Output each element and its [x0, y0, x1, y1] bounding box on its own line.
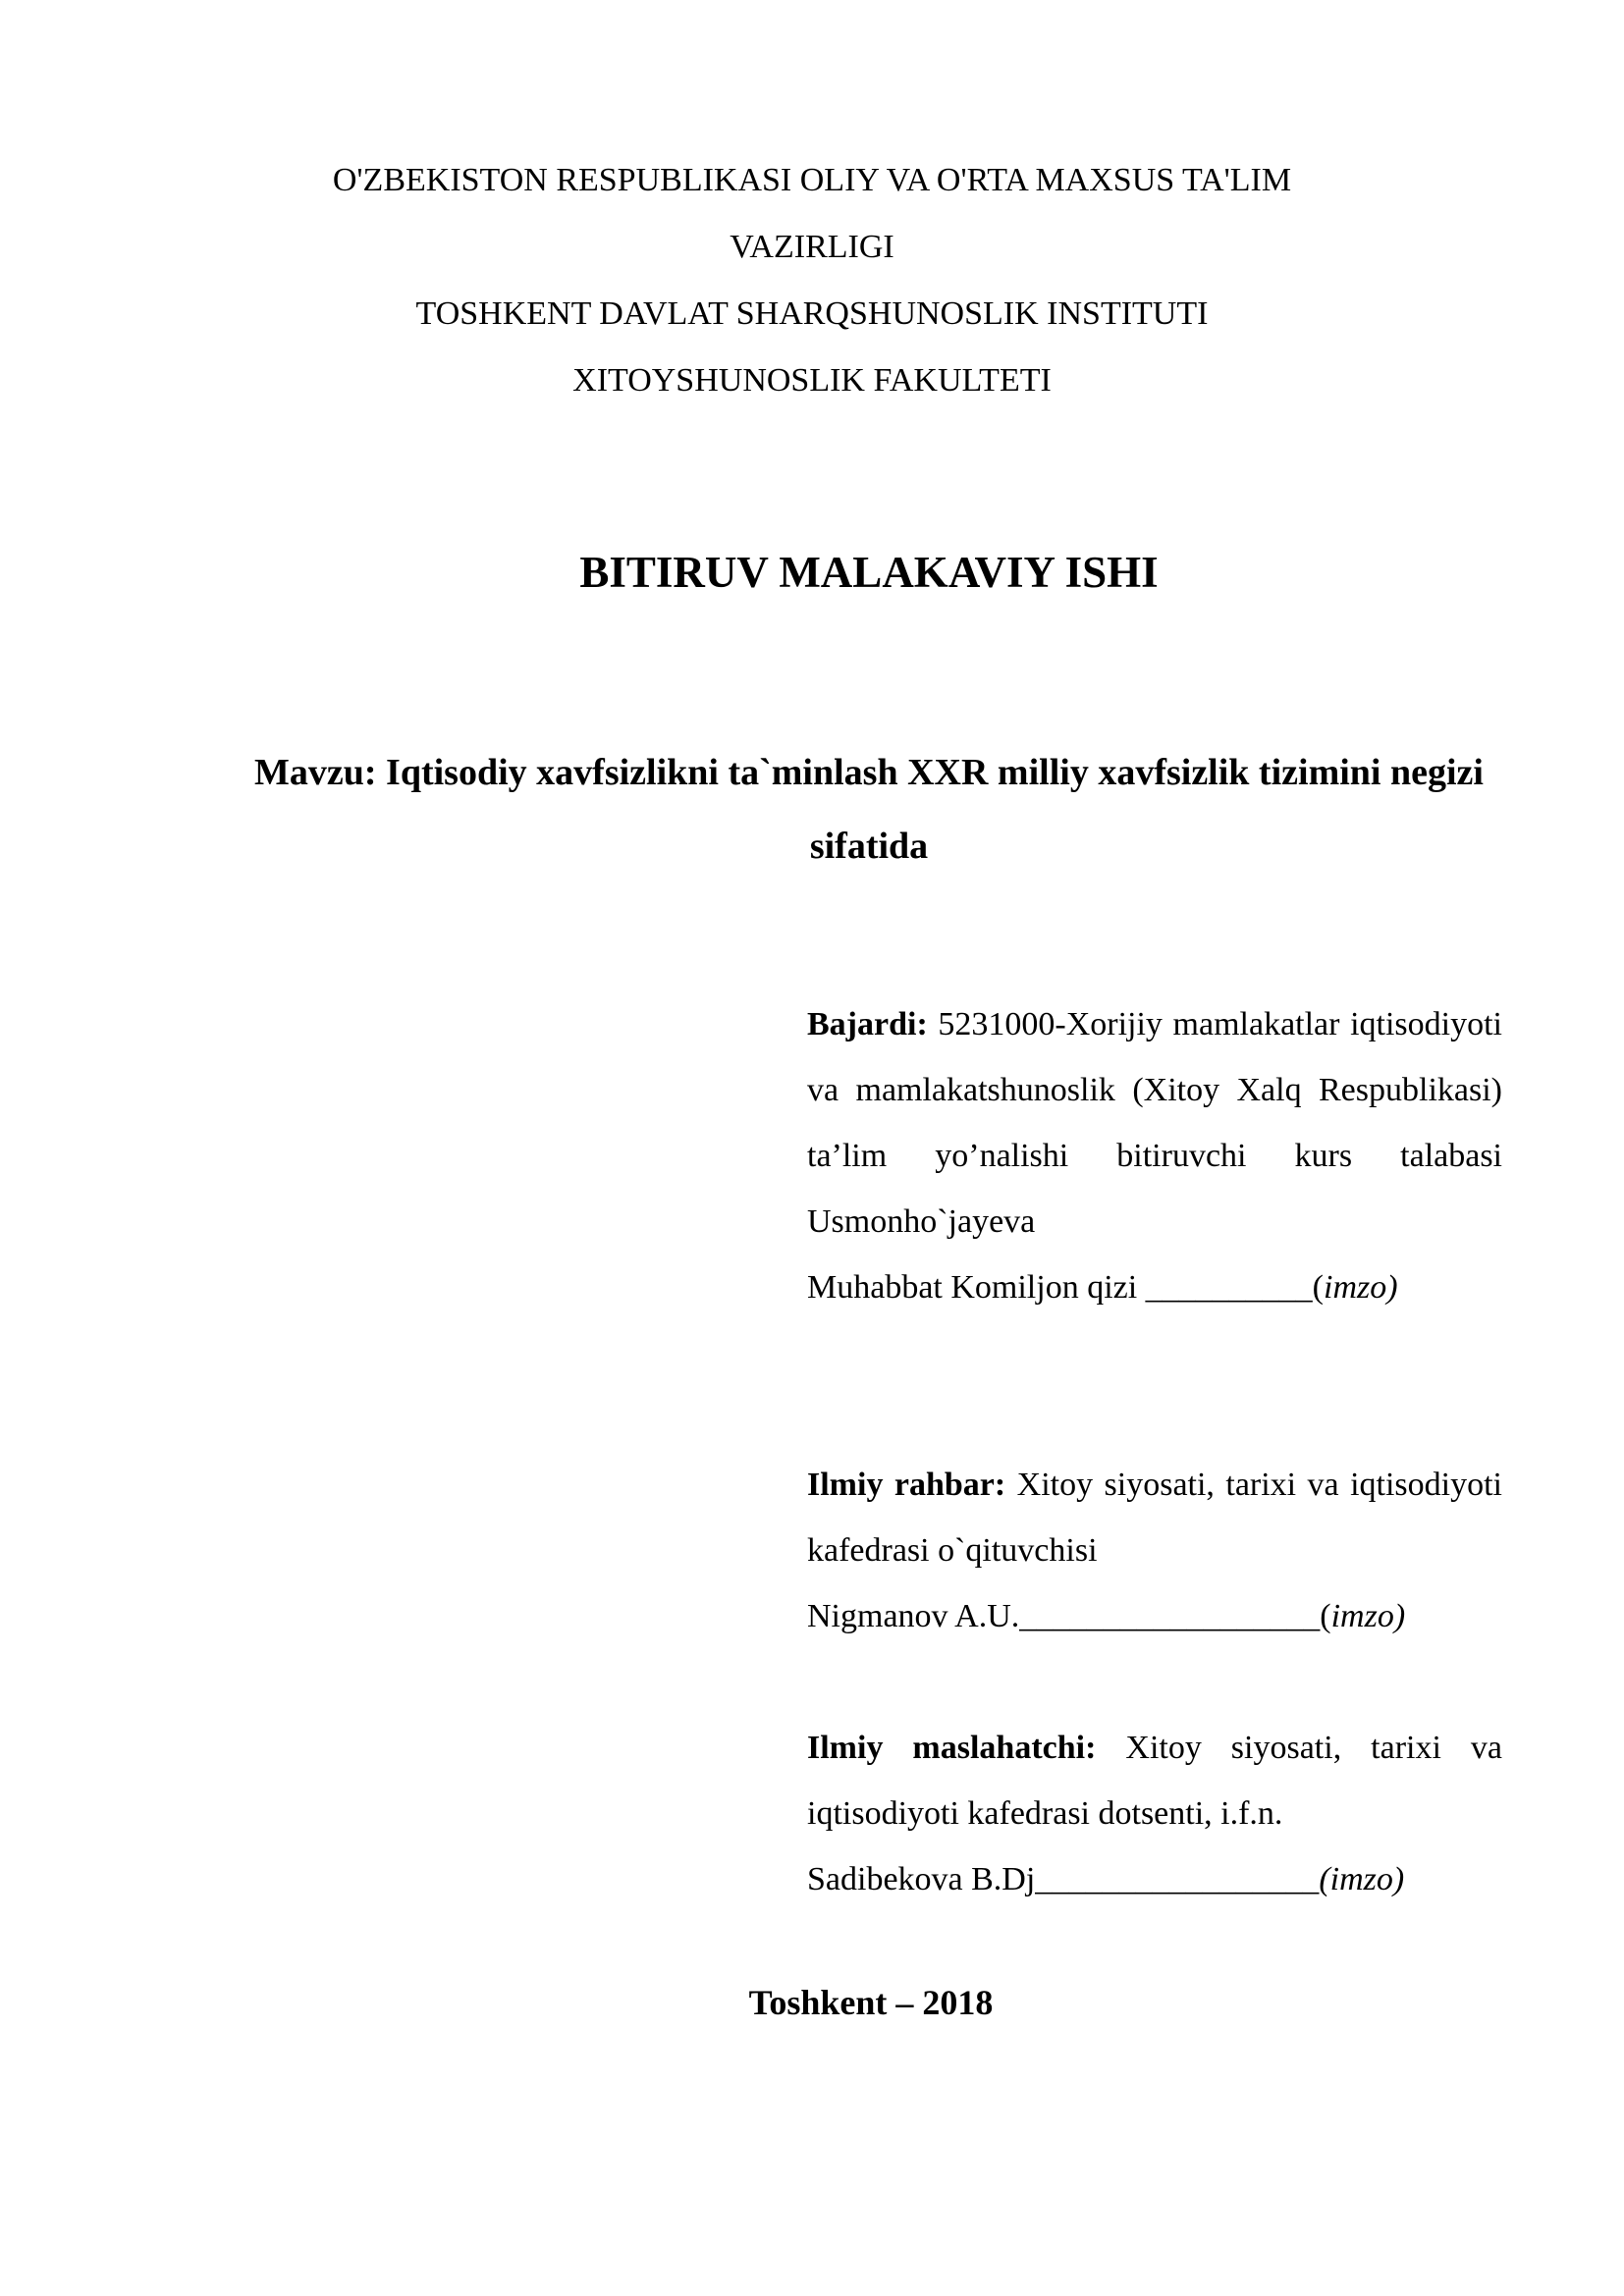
city-year-footer: Toshkent – 2018: [748, 1983, 994, 2022]
performer-role-label: Bajardi:: [807, 1006, 928, 1042]
signature-section: [807, 991, 1502, 1912]
supervisor-signature-line: [807, 1583, 1502, 1649]
supervisor-block: [807, 1452, 1502, 1649]
performer-signature-line: [807, 1255, 1502, 1320]
consultant-imzo: (imzo): [1319, 1861, 1405, 1897]
performer-imzo: imzo): [1324, 1269, 1398, 1306]
supervisor-name: Nigmanov A.U.__________________(: [807, 1598, 1331, 1634]
institution-header: [0, 147, 1624, 414]
consultant-name: Sadibekova B.Dj_________________: [807, 1861, 1320, 1897]
supervisor-description: Xitoy siyosati, tarixi va iqtisodiyoti kafedrasi o`qituvchisi: [807, 1467, 1502, 1569]
document-type-title: BITIRUV MALAKAVIY ISHI: [579, 548, 1159, 597]
supervisor-imzo: imzo): [1330, 1598, 1406, 1634]
consultant-text: [807, 1715, 1502, 1846]
ministry-line-1: O'ZBEKISTON RESPUBLIKASI OLIY VA O'RTA MAXSUS TA'LIM: [332, 162, 1292, 198]
consultant-role-label: Ilmiy maslahatchi:: [807, 1730, 1097, 1766]
thesis-topic: Mavzu: Iqtisodiy xavfsizlikni ta`minlash XXR milliy xavfsizlik tizimini negizi sifatida: [254, 752, 1484, 867]
ministry-line-2: VAZIRLIGI: [730, 229, 894, 265]
consultant-block: [807, 1715, 1502, 1912]
consultant-signature-line: [807, 1846, 1502, 1912]
performer-description: 5231000-Xorijiy mamlakatlar iqtisodiyoti va mamlakatshunoslik (Xitoy Xalq Respublikasi) ta’lim yo’nalishi bitiruvchi kurs talabasi Usmonho`jayeva: [807, 1006, 1502, 1240]
faculty-name: XITOYSHUNOSLIK FAKULTETI: [572, 362, 1052, 399]
performer-block: [807, 991, 1502, 1320]
supervisor-role-label: Ilmiy rahbar:: [807, 1467, 1006, 1503]
performer-text: [807, 991, 1502, 1255]
supervisor-text: [807, 1452, 1502, 1583]
performer-name: Muhabbat Komiljon qizi __________(: [807, 1269, 1325, 1306]
institute-name: TOSHKENT DAVLAT SHARQSHUNOSLIK INSTITUTI: [415, 295, 1209, 332]
consultant-description: Xitoy siyosati, tarixi va iqtisodiyoti kafedrasi dotsenti, i.f.n.: [807, 1730, 1502, 1832]
